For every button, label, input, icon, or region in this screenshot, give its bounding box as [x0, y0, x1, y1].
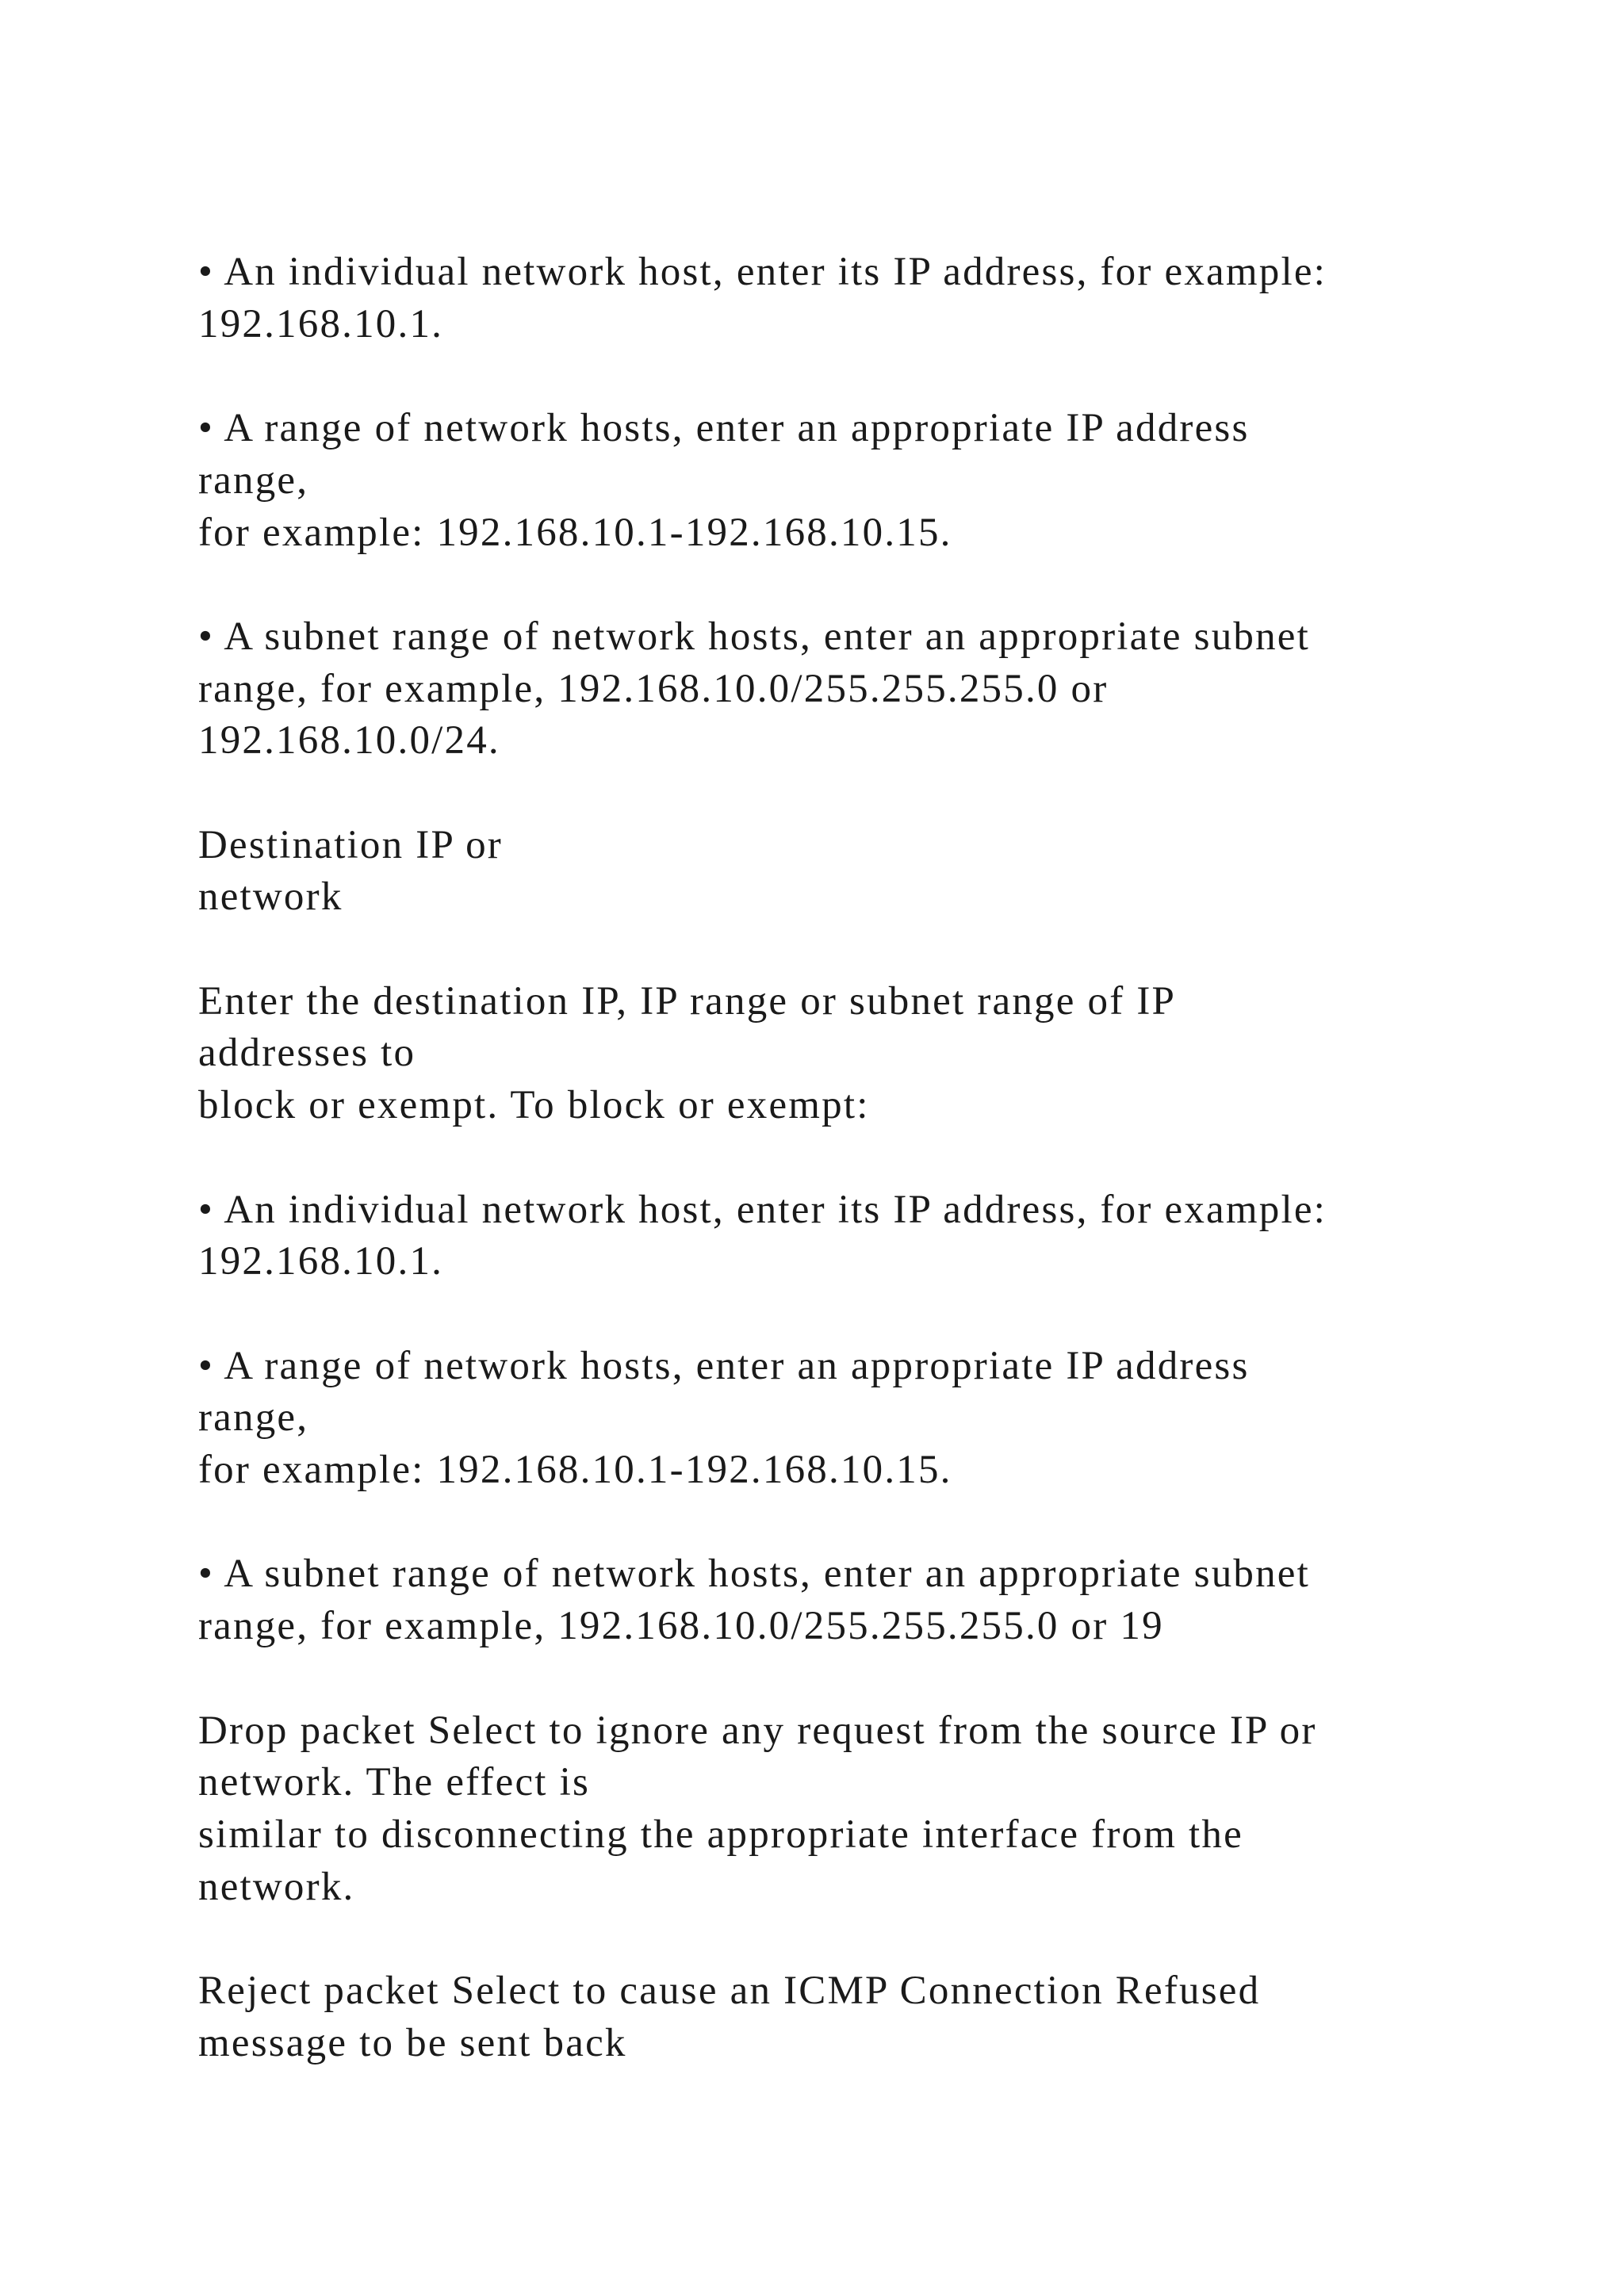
text-line: Destination IP or — [198, 822, 503, 867]
text-line: for example: 192.168.10.1-192.168.10.15. — [198, 510, 952, 555]
text-line: block or exempt. To block or exempt: — [198, 1083, 870, 1128]
text-line: range, — [198, 457, 309, 503]
text-line: similar to disconnecting the appropriate interface from the — [198, 1812, 1243, 1857]
text-line: range, — [198, 1395, 309, 1441]
paragraph-source-host-range — [198, 403, 1499, 559]
paragraph-drop-packet — [198, 1705, 1499, 1914]
heading-destination-ip — [198, 820, 1499, 924]
text-line: addresses to — [198, 1031, 416, 1076]
paragraph-destination-host-range — [198, 1341, 1499, 1497]
paragraph-reject-packet — [198, 1965, 1499, 2069]
text-line: range, for example, 192.168.10.0/255.255.255.0 or — [198, 666, 1109, 711]
text-line: • A range of network hosts, enter an appropriate IP address — [198, 1343, 1250, 1388]
text-line: network. — [198, 1864, 355, 1909]
paragraph-destination-subnet-range — [198, 1548, 1499, 1652]
text-line: 192.168.10.1. — [198, 301, 444, 346]
text-line: • A range of network hosts, enter an appropriate IP address — [198, 406, 1250, 451]
text-line: range, for example, 192.168.10.0/255.255.255.0 or 19 — [198, 1604, 1164, 1649]
paragraph-destination-individual-host — [198, 1184, 1499, 1288]
text-line: message to be sent back — [198, 2020, 627, 2065]
text-line: Enter the destination IP, IP range or subnet range of IP — [198, 978, 1177, 1024]
text-line: • An individual network host, enter its IP address, for example: — [198, 250, 1327, 294]
text-line: for example: 192.168.10.1-192.168.10.15. — [198, 1448, 952, 1493]
paragraph-source-subnet-range — [198, 611, 1499, 767]
document-body — [198, 247, 1499, 2122]
text-line: Drop packet Select to ignore any request from the source IP or — [198, 1708, 1317, 1753]
text-line: • A subnet range of network hosts, enter an appropriate subnet — [198, 614, 1311, 659]
paragraph-destination-description — [198, 976, 1499, 1132]
text-line: network — [198, 874, 343, 920]
text-line: • A subnet range of network hosts, enter an appropriate subnet — [198, 1552, 1311, 1597]
text-line: • An individual network host, enter its IP address, for example: — [198, 1187, 1327, 1232]
text-line: Reject packet Select to cause an ICMP Connection Refused — [198, 1969, 1261, 2014]
text-line: 192.168.10.0/24. — [198, 718, 500, 763]
text-line: network. The effect is — [198, 1760, 591, 1805]
paragraph-source-individual-host — [198, 247, 1499, 350]
text-line: 192.168.10.1. — [198, 1239, 444, 1284]
